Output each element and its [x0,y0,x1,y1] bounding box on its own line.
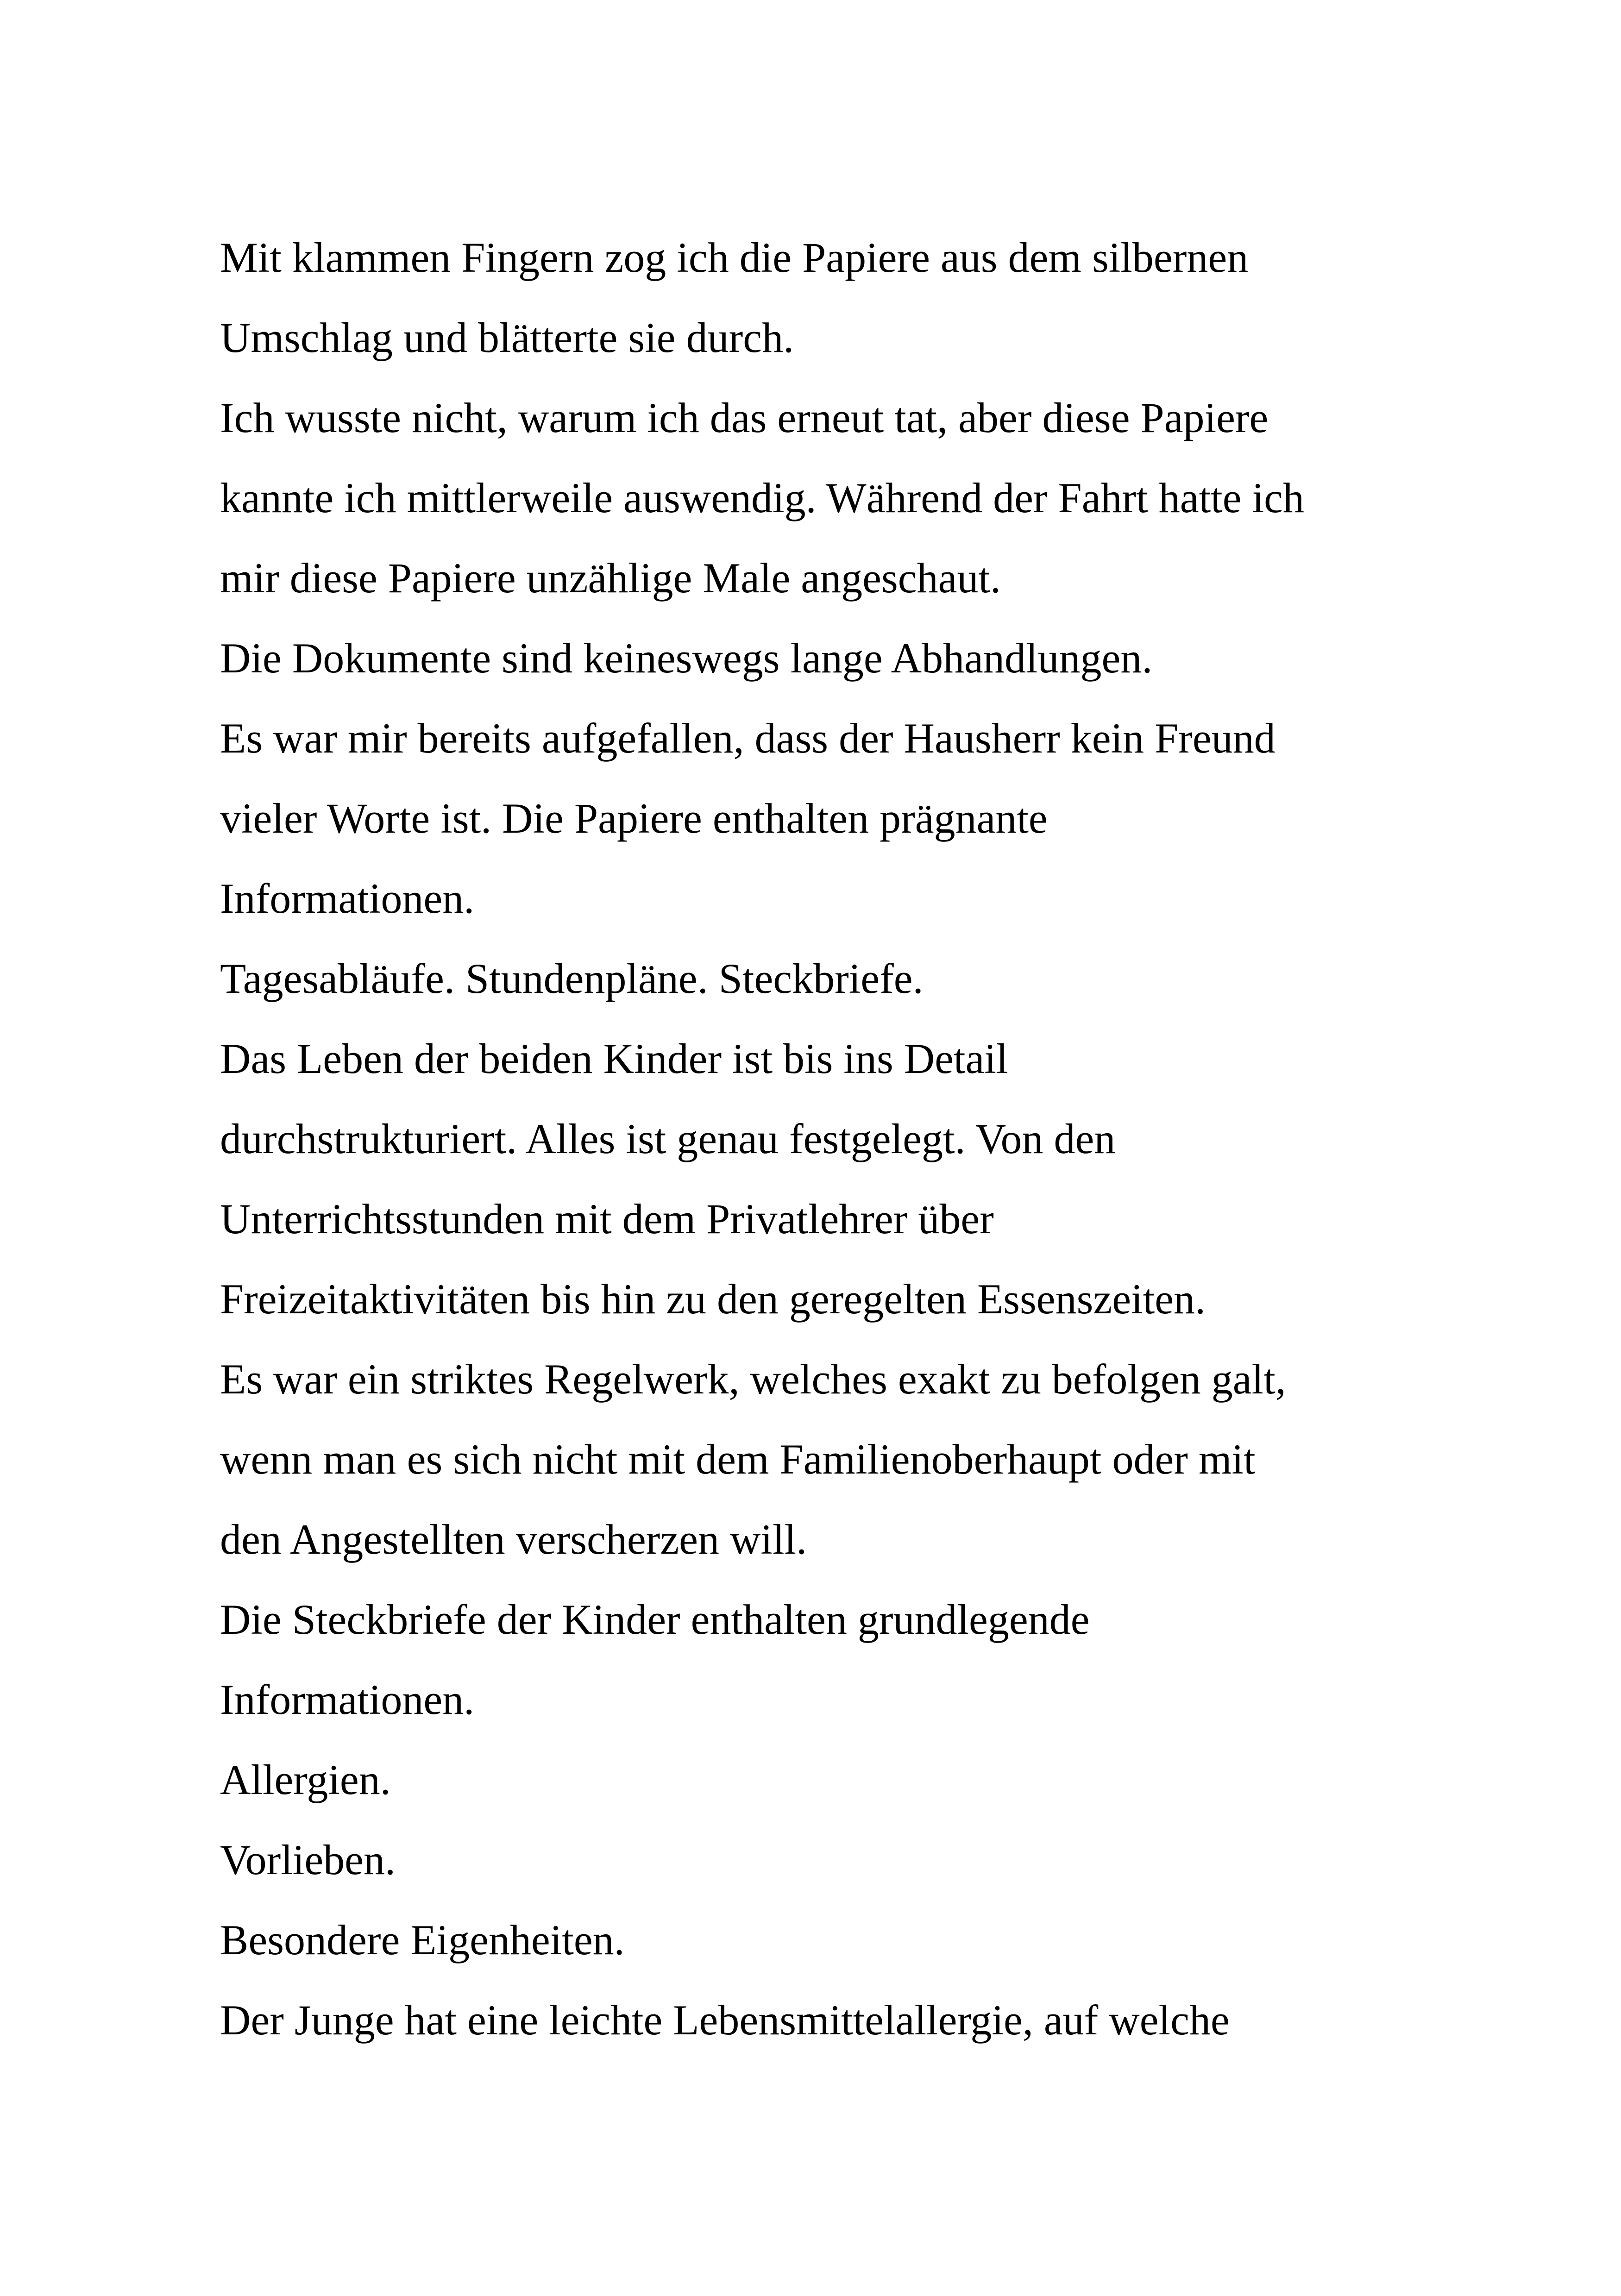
text-line: Unterrichtsstunden mit dem Privatlehrer über [220,1195,994,1242]
text-line: kannte ich mittlerweile auswendig. Während der Fahrt hatte ich [220,474,1304,521]
text-line: Das Leben der beiden Kinder ist bis ins Detail [220,1035,1008,1082]
text-line: Informationen. [220,875,475,922]
text-line: Die Dokumente sind keineswegs lange Abhandlungen. [220,634,1153,682]
text-line: Besondere Eigenheiten. [220,1916,625,1964]
text-line: Freizeitaktivitäten bis hin zu den geregelten Essenszeiten. [220,1275,1206,1323]
text-line: Allergien. [220,1756,391,1803]
text-line: Umschlag und blätterte sie durch. [220,314,794,361]
text-line: Der Junge hat eine leichte Lebensmittelallergie, auf welche [220,1996,1230,2044]
text-line: Informationen. [220,1676,475,1723]
text-line: durchstrukturiert. Alles ist genau festgelegt. Von den [220,1115,1116,1162]
text-line: Ich wusste nicht, warum ich das erneut tat, aber diese Papiere [220,394,1269,441]
text-line: Die Steckbriefe der Kinder enthalten grundlegende [220,1596,1090,1643]
text-line: vieler Worte ist. Die Papiere enthalten prägnante [220,795,1048,842]
text-line: Mit klammen Fingern zog ich die Papiere aus dem silbernen [220,234,1249,281]
text-line: wenn man es sich nicht mit dem Familienoberhaupt oder mit [220,1436,1256,1483]
text-line: Es war ein striktes Regelwerk, welches exakt zu befolgen galt, [220,1355,1286,1403]
body-text [220,218,1517,2060]
text-line: Tagesabläufe. Stundenpläne. Steckbriefe. [220,955,924,1002]
text-line: mir diese Papiere unzählige Male angeschaut. [220,554,1001,602]
text-line: Es war mir bereits aufgefallen, dass der Hausherr kein Freund [220,715,1275,762]
text-line: den Angestellten verscherzen will. [220,1516,807,1563]
text-line: Vorlieben. [220,1836,396,1883]
